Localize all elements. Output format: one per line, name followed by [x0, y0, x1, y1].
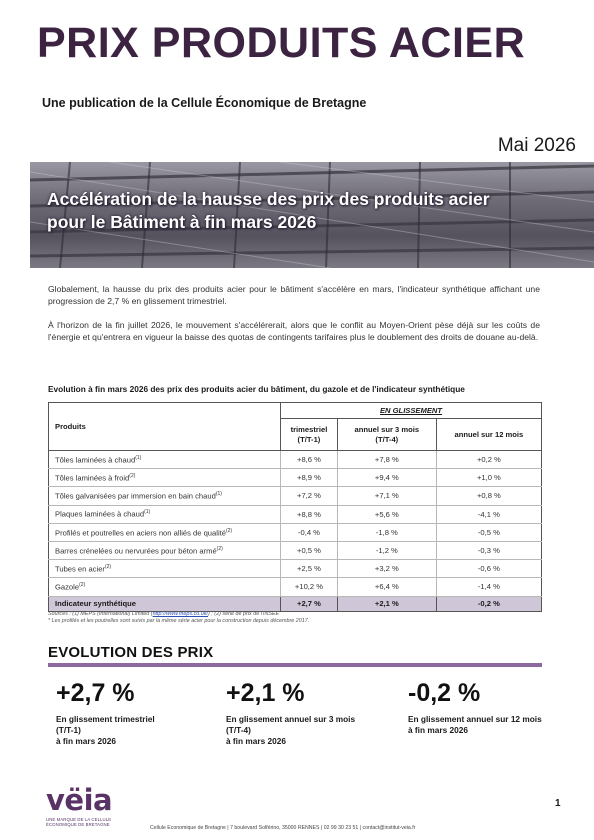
- publication-date: Mai 2026: [497, 135, 576, 156]
- table-row: [49, 560, 542, 578]
- kpi-label: En glissement annuel sur 12 mois à fin mars 2026: [408, 714, 542, 735]
- synthetic-label: Indicateur synthétique: [49, 596, 281, 611]
- row-label: Tôles laminées à froid$^{(2)}$: [49, 469, 281, 487]
- row-quarterly: +8,8 %: [281, 505, 338, 523]
- report-title: PRIX PRODUITS ACIER: [37, 19, 526, 67]
- table-row: [49, 487, 542, 505]
- row-quarterly: +7,2 %: [281, 487, 338, 505]
- table-row: [49, 523, 542, 541]
- logo-tagline: UNE MARQUE DE LA CELLULE ÉCONOMIQUE DE BRETAGNE: [46, 817, 112, 827]
- row-label: Tôles galvanisées par immersion en bain chaud$^{(1)}$: [49, 487, 281, 505]
- kpi-value: +2,7 %: [56, 679, 135, 707]
- sources-footnote: * Les profilés et les poutrelles sont suivis par la même série acier pour la construction depuis décembre 2017.: [48, 618, 310, 624]
- row-label: Tubes en acier$^{(2)}$: [49, 560, 281, 578]
- page-number: 1: [555, 798, 561, 809]
- row-label: Barres crénelées ou nervurées pour béton armé$^{(2)}$: [49, 541, 281, 559]
- row-label: Tôles laminées à chaud$^{(1)}$: [49, 451, 281, 469]
- row-annual-12m: +0,8 %: [436, 487, 541, 505]
- row-annual-12m: -0,3 %: [436, 541, 541, 559]
- header-annual-3m: annuel sur 3 mois (T/T-4): [337, 419, 436, 451]
- row-annual-12m: -1,4 %: [436, 578, 541, 596]
- row-quarterly: +8,6 %: [281, 451, 338, 469]
- kpi-annual-3m: [226, 681, 386, 747]
- row-annual-12m: -0,6 %: [436, 560, 541, 578]
- publication-subtitle: Une publication de la Cellule Économique de Bretagne: [42, 96, 367, 110]
- kpi-quarterly: [56, 681, 186, 747]
- row-annual-3m: -1,2 %: [337, 541, 436, 559]
- row-annual-3m: +5,6 %: [337, 505, 436, 523]
- kpi-label: En glissement annuel sur 3 mois (T/T-4) à fin mars 2026: [226, 714, 356, 746]
- row-annual-3m: +6,4 %: [337, 578, 436, 596]
- row-quarterly: +0,5 %: [281, 541, 338, 559]
- row-annual-3m: +7,8 %: [337, 451, 436, 469]
- header-quarterly: trimestriel (T/T-1): [281, 419, 338, 451]
- intro-paragraph-1: Globalement, la hausse du prix des produits acier pour le bâtiment s'accélère en mars, l'indicateur synthétique affichant une progression de 2,7 % en glissement trimestriel.: [48, 284, 540, 306]
- kpi-value: +2,1 %: [226, 679, 305, 707]
- row-annual-3m: +3,2 %: [337, 560, 436, 578]
- row-quarterly: +8,9 %: [281, 469, 338, 487]
- evolution-divider: [48, 663, 542, 667]
- row-label: Profilés et poutrelles en aciers non alliés de qualité$^{(2)}$: [49, 523, 281, 541]
- header-group: EN GLISSEMENT: [281, 403, 542, 419]
- steel-structure-banner: [30, 162, 594, 268]
- meps-link[interactable]: http://www.meps.co.uk/: [152, 611, 208, 617]
- synthetic-annual-3m: +2,1 %: [337, 596, 436, 611]
- header-products: Produits: [49, 403, 281, 451]
- banner-headline-line2: pour le Bâtiment à fin mars 2026: [47, 212, 317, 232]
- row-annual-12m: +1,0 %: [436, 469, 541, 487]
- row-label: Plaques laminées à chaud$^{(1)}$: [49, 505, 281, 523]
- table-row: [49, 541, 542, 559]
- footer-address: Cellule Economique de Bretagne | 7 boulevard Solférino, 35000 RENNES | 02 99 30 23 51 | contact@institut-veia.fr: [150, 825, 416, 831]
- table-title: Evolution à fin mars 2026 des prix des produits acier du bâtiment, du gazole et de l'indicateur synthétique: [48, 384, 465, 394]
- kpi-value: -0,2 %: [408, 679, 481, 707]
- evolution-title: EVOLUTION DES PRIX: [48, 644, 214, 661]
- row-annual-3m: -1,8 %: [337, 523, 436, 541]
- banner-headline: [47, 188, 490, 234]
- header-annual-12m: annuel sur 12 mois: [436, 419, 541, 451]
- row-quarterly: +10,2 %: [281, 578, 338, 596]
- row-annual-3m: +7,1 %: [337, 487, 436, 505]
- row-quarterly: +2,5 %: [281, 560, 338, 578]
- intro-paragraph-2: À l'horizon de la fin juillet 2026, le mouvement s'accélérerait, alors que le conflit au Moyen-Orient pèse déjà sur les coûts de l'énergie et qu'entrera en vigueur la baisse des quotas de contingents tarifaires plus le doublement des droits de douane au-delà.: [48, 320, 540, 342]
- sources-note: [48, 611, 309, 625]
- kpi-annual-12m: [408, 681, 578, 736]
- table-row: [49, 578, 542, 596]
- synthetic-annual-12m: -0,2 %: [436, 596, 541, 611]
- table-row: [49, 469, 542, 487]
- table-row: [49, 451, 542, 469]
- table-row: [49, 505, 542, 523]
- synthetic-quarterly: +2,7 %: [281, 596, 338, 611]
- row-annual-12m: +0,2 %: [436, 451, 541, 469]
- banner-headline-line1: Accélération de la hausse des prix des produits acier: [47, 189, 490, 209]
- price-evolution-table: [48, 402, 542, 612]
- row-annual-12m: -4,1 %: [436, 505, 541, 523]
- sources-line: Sources : (1) MEPS (International) Limited (http://www.meps.co.uk/) ; (2) série de prix de l'INSEE: [48, 611, 280, 617]
- row-quarterly: -0,4 %: [281, 523, 338, 541]
- synthetic-indicator-row: [49, 596, 542, 611]
- logo-wordmark: vëia: [46, 783, 113, 817]
- row-annual-12m: -0,5 %: [436, 523, 541, 541]
- kpi-label: En glissement trimestriel (T/T-1) à fin mars 2026: [56, 714, 155, 746]
- veia-logo: [46, 783, 113, 827]
- row-label: Gazole$^{(2)}$: [49, 578, 281, 596]
- row-annual-3m: +9,4 %: [337, 469, 436, 487]
